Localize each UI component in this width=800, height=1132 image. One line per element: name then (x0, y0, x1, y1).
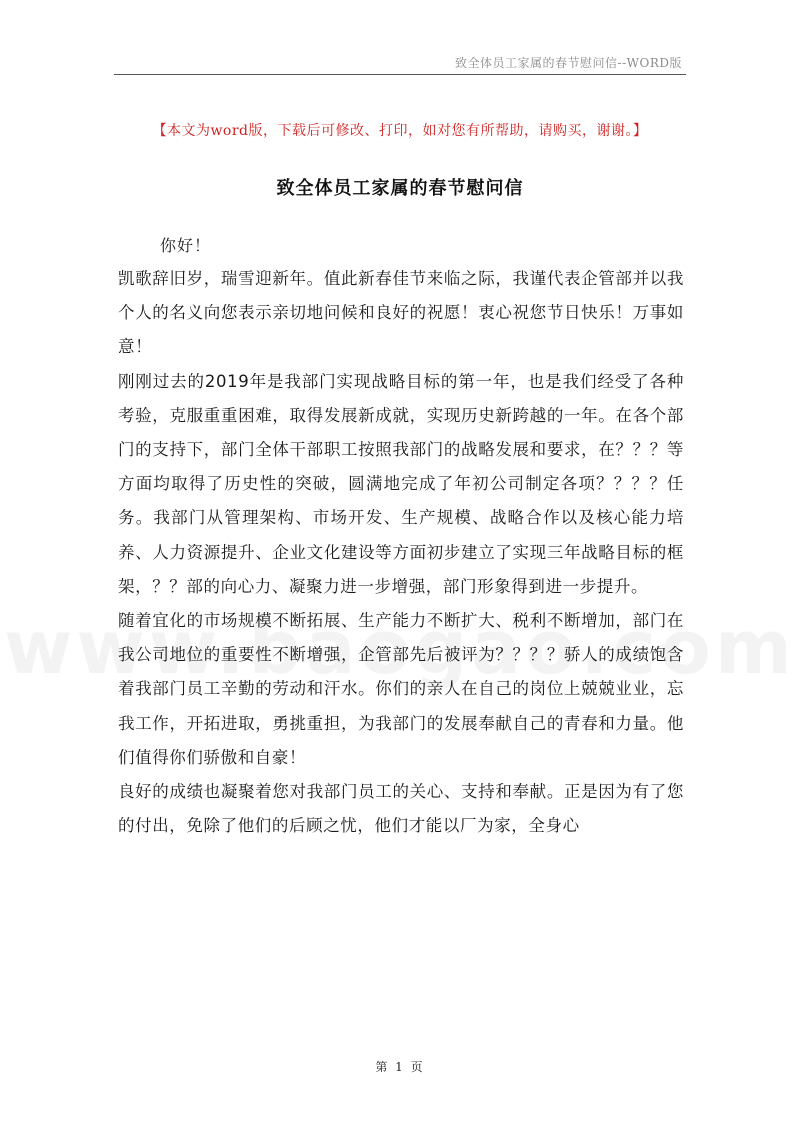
purchase-notice: 【本文为word版，下载后可修改、打印，如对您有所帮助，请购买，谢谢。】 (152, 123, 648, 139)
document-title: 致全体员工家属的春节慰问信 (276, 178, 524, 199)
greeting: 你好！ (160, 236, 212, 255)
page-number: 第 1 页 (375, 1060, 425, 1074)
paragraph: 随着宜化的市场规模不断拓展、生产能力不断扩大、税利不断增加，部门在我公司地位的重要性不断增强，企管部先后被评为？？？？骄人的成绩饱含着我部门员工辛勤的劳动和汗水。你们的亲人在自己的岗位上兢兢业业，忘我工作，开拓进取，勇挑重担，为我部门的发展奉献自己的青春和力量。他们值得你们骄傲和自豪！ (118, 611, 684, 767)
paragraph: 良好的成绩也凝聚着您对我部门员工的关心、支持和奉献。正是因为有了您的付出，免除了他们的后顾之忧，他们才能以厂为家，全身心 (118, 782, 684, 836)
header-divider (114, 74, 686, 75)
running-header: 致全体员工家属的春节慰问信--WORD版 (455, 56, 682, 70)
letter-body (118, 262, 684, 843)
paragraph: 凯歌辞旧岁，瑞雪迎新年。值此新春佳节来临之际，我谨代表企管部并以我个人的名义向您表示亲切地问候和良好的祝愿！衷心祝您节日快乐！万事如意！ (118, 269, 684, 357)
paragraph: 刚刚过去的2019年是我部门实现战略目标的第一年，也是我们经受了各种考验，克服重重困难，取得发展新成就，实现历史新跨越的一年。在各个部门的支持下，部门全体干部职工按照我部门的战略发展和要求，在？？？等方面均取得了历史性的突破，圆满地完成了年初公司制定各项？？？？任务。我部门从管理架构、市场开发、生产规模、战略合作以及核心能力培养、人力资源提升、企业文化建设等方面初步建立了实现三年战略目标的框架，？？部的向心力、凝聚力进一步增强，部门形象得到进一步提升。 (118, 371, 684, 596)
